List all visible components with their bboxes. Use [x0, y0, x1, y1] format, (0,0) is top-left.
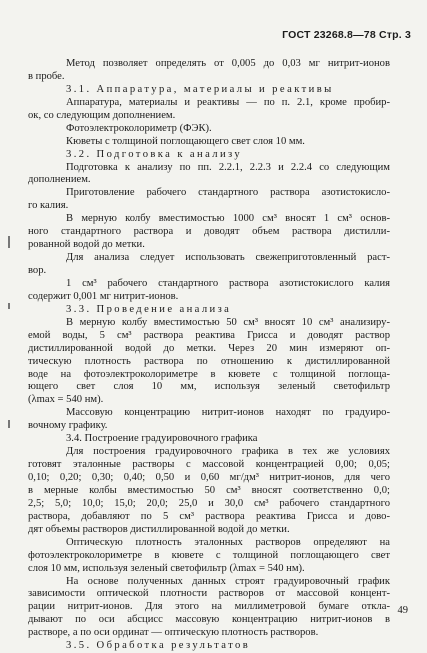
text-line: вор.	[28, 265, 47, 276]
text-line: Кюветы с толщиной поглощающего свет слоя 10 мм.	[66, 135, 305, 147]
text-line: В мерную колбу вместимостью 1000 см³ вносят 1 см³ основ-	[66, 213, 390, 225]
text-line-wrap	[0, 472, 427, 485]
text-line-wrap	[0, 58, 427, 71]
text-line-wrap	[0, 640, 427, 653]
page-header: ГОСТ 23268.8—78 Стр. 3	[282, 29, 411, 41]
text-line-wrap	[0, 550, 427, 563]
text-line-wrap	[0, 110, 427, 123]
text-line-wrap	[0, 213, 427, 226]
text-line-wrap	[0, 265, 427, 278]
text-line: 3.2. Подготовка к анализу	[66, 148, 243, 160]
text-line: фотоэлектроколориметре в кювете с толщиной поглощающего свет	[28, 549, 390, 561]
text-line-wrap	[0, 239, 427, 252]
text-line-wrap	[0, 304, 427, 317]
text-line: рованной водой до метки.	[28, 239, 145, 251]
text-line: Массовую концентрацию нитрит-ионов находят по градуиро-	[66, 407, 390, 419]
text-line: (λmax = 540 нм).	[28, 394, 104, 406]
text-line: Аппаратура, материалы и реактивы — по п. 2.1, кроме пробир-	[66, 96, 390, 108]
text-line-wrap	[0, 511, 427, 524]
text-line-wrap	[0, 420, 427, 433]
text-line: дывают по оси абсцисс массовую концентрацию нитрит-ионов в	[28, 614, 390, 626]
text-line-wrap	[0, 485, 427, 498]
text-line-wrap	[0, 576, 427, 589]
text-line-wrap	[0, 446, 427, 459]
text-line-wrap	[0, 149, 427, 162]
margin-mark	[8, 303, 10, 309]
text-line-wrap	[0, 524, 427, 537]
document-body	[0, 58, 427, 653]
text-line: Метод позволяет определять от 0,005 до 0,03 мг нитрит-ионов	[66, 58, 390, 69]
text-line-wrap	[0, 226, 427, 239]
text-line: На основе полученных данных строят градуировочный график	[66, 575, 390, 587]
text-line: 3.1. Аппаратура, материалы и реактивы	[66, 83, 334, 95]
text-line: содержит 0,001 мг нитрит-ионов.	[28, 290, 179, 302]
page-number: 49	[397, 605, 408, 616]
text-line: 3.4. Построение градуировочного графика	[66, 433, 258, 445]
text-line-wrap	[0, 588, 427, 601]
text-line: ного стандартного раствора и доводят объем раствора дистилли-	[28, 226, 390, 238]
text-line-wrap	[0, 498, 427, 511]
text-line: Фотоэлектроколориметр (ФЭК).	[66, 122, 212, 134]
text-line: слоя 10 мм, используя зеленый светофильтр (λmax = 540 нм).	[28, 562, 305, 574]
text-line: дополнением.	[28, 174, 91, 186]
text-line: 2,5; 5,0; 10,0; 15,0; 20,0; 25,0 и 30,0 см³ рабочего стандартного	[28, 497, 390, 509]
text-line: вочному графику.	[28, 420, 108, 432]
text-line: Для анализа следует использовать свежеприготовленный раст-	[66, 252, 390, 264]
text-line: в пробе.	[28, 70, 65, 82]
text-line-wrap	[0, 317, 427, 330]
text-line-wrap	[0, 162, 427, 175]
text-line: растворе, а по оси ординат — оптическую плотность растворов.	[28, 627, 319, 639]
text-line-wrap	[0, 381, 427, 394]
text-line: Для построения градуировочного графика в тех же условиях	[66, 446, 390, 458]
text-line: зависимости оптической плотности растворов от массовой концент-	[28, 588, 390, 600]
text-line-wrap	[0, 601, 427, 614]
text-line-wrap	[0, 459, 427, 472]
text-line: Оптическую плотность эталонных растворов определяют на	[66, 536, 390, 548]
text-line: 3.3. Проведение анализа	[66, 303, 232, 315]
text-line-wrap	[0, 330, 427, 343]
text-line: емой воды, 5 см³ раствора реактива Грисса и доводят раствор	[28, 329, 390, 341]
text-line: рации нитрит-ионов. Для этого на миллиметровой бумаге откла-	[28, 601, 390, 613]
text-line: готовят эталонные растворы с массовой концентрацией 0,00; 0,05;	[28, 459, 390, 471]
text-line: ющего свет слоя 10 мм, используя зеленый светофильтр	[28, 381, 390, 393]
text-line-wrap	[0, 291, 427, 304]
text-line: 1 см³ рабочего стандартного раствора азотистокислого калия	[66, 277, 390, 289]
text-line: ок, со следующим дополнением.	[28, 109, 176, 121]
text-line-wrap	[0, 174, 427, 187]
text-line-wrap	[0, 278, 427, 291]
text-line-wrap	[0, 537, 427, 550]
margin-mark	[8, 236, 10, 248]
text-line-wrap	[0, 71, 427, 84]
text-line: воде на фотоэлектроколориметре в кювете с толщиной поглоща-	[28, 368, 390, 380]
text-line-wrap	[0, 123, 427, 136]
text-line-wrap	[0, 200, 427, 213]
text-line-wrap	[0, 563, 427, 576]
text-line: 3.5. Обработка результатов	[66, 640, 251, 652]
text-line-wrap	[0, 252, 427, 265]
text-line-wrap	[0, 369, 427, 382]
text-line-wrap	[0, 627, 427, 640]
text-line: Подготовка к анализу по пп. 2.2.1, 2.2.3 и 2.2.4 со следующим	[66, 161, 390, 173]
text-line-wrap	[0, 356, 427, 369]
text-line: дят объемы растворов дистиллированной водой до метки.	[28, 523, 290, 535]
text-line: раствора, добавляют по 5 см³ раствора реактива Грисса и дово-	[28, 510, 390, 522]
text-line-wrap	[0, 136, 427, 149]
text-line: дистиллированной водой до метки. Через 20 мин измеряют оп-	[28, 342, 390, 354]
margin-mark	[8, 420, 10, 428]
text-line-wrap	[0, 407, 427, 420]
text-line-wrap	[0, 394, 427, 407]
text-line: 0,10; 0,20; 0,30; 0,40; 0,50 и 0,60 мг/дм³ нитрит-ионов, для чего	[28, 472, 390, 483]
text-line: В мерную колбу вместимостью 50 см³ вносят 10 см³ анализиру-	[66, 316, 390, 328]
text-line: тическую плотность раствора по отношению к дистиллированной	[28, 355, 390, 367]
text-line-wrap	[0, 343, 427, 356]
text-line: го калия.	[28, 200, 69, 212]
text-line: в мерные колбы вместимостью 50 см³ вносят соответственно 0,0;	[28, 484, 390, 496]
text-line-wrap	[0, 97, 427, 110]
text-line-wrap	[0, 187, 427, 200]
text-line-wrap	[0, 84, 427, 97]
text-line-wrap	[0, 433, 427, 446]
text-line-wrap	[0, 614, 427, 627]
text-line: Приготовление рабочего стандартного раствора азотистокисло-	[66, 187, 390, 199]
